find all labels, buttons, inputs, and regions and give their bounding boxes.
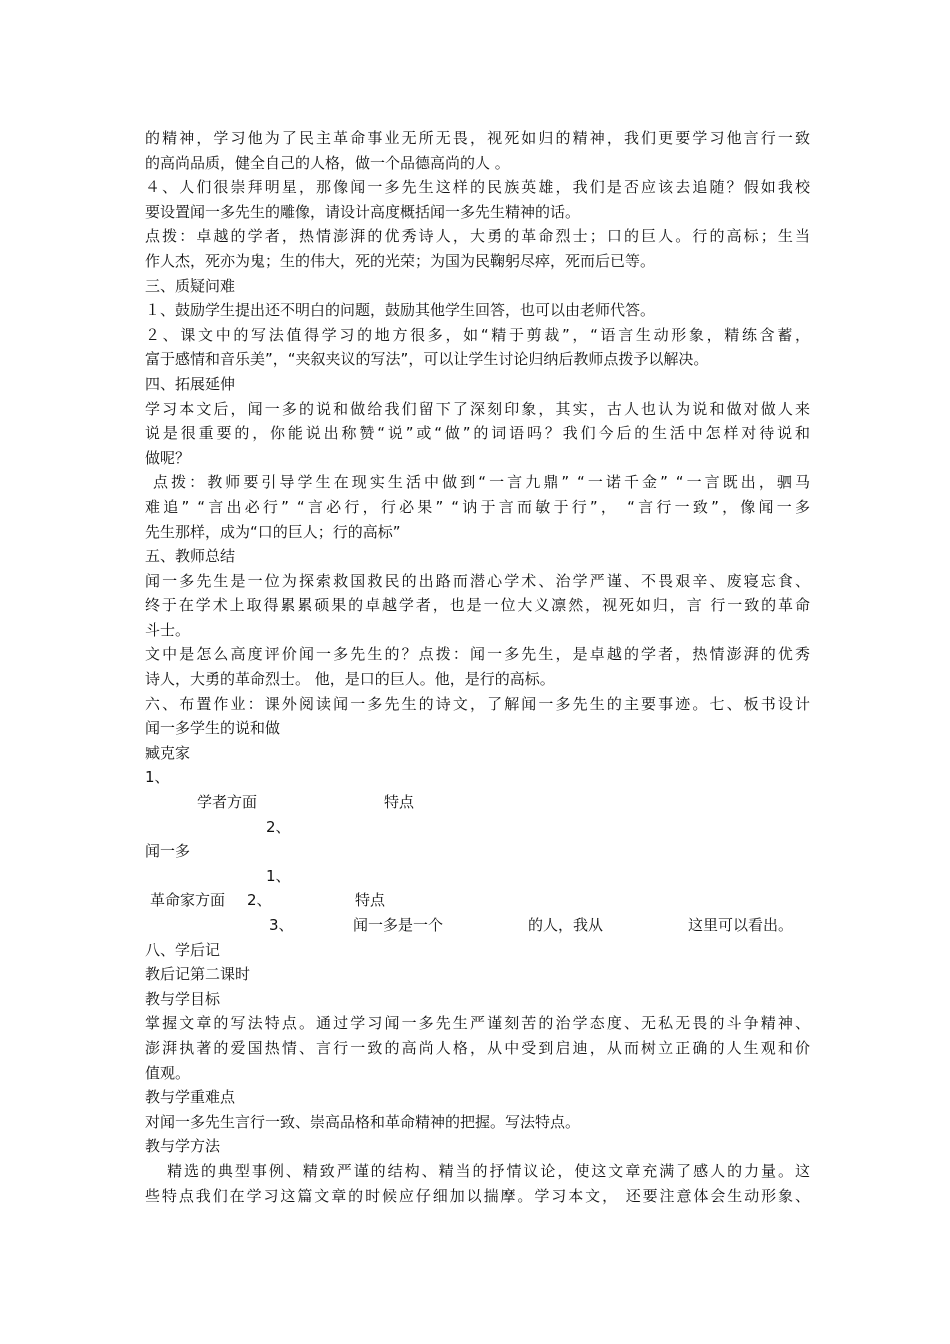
text-line: 富于感情和音乐美”，“夹叙夹议的写法”，可以让学生讨论归纳后教师点拨予以解决。 xyxy=(145,350,709,369)
text-line: 掌握文章的写法特点。通过学习闻一多先生严谨刻苦的治学态度、无私无畏的斗争精神、 xyxy=(145,1014,810,1033)
board-scholar-row-2 xyxy=(145,815,810,840)
board-name: 闻一多 xyxy=(145,842,191,861)
board-blank-b: 的人，我从 xyxy=(528,916,604,934)
text-line: 澎湃执著的爱国热情、言行一致的高尚人格，从中受到启迪，从而树立正确的人生观和价 xyxy=(145,1038,810,1057)
text-line: 作人杰，死亦为鬼；生的伟大，死的光荣；为国为民鞠躬尽瘁，死而后已等。 xyxy=(145,251,656,270)
text-line: 说是很重要的，你能说出称赞“说”或“做”的词语吗？我们今后的生活中怎样对待说和 xyxy=(145,424,810,443)
text-line: 值观。 xyxy=(145,1063,191,1082)
text-line: 教后记第二课时 xyxy=(145,965,251,984)
board-scholar-aspect: 学者方面 xyxy=(197,793,258,812)
text-line: １、鼓励学生提出还不明白的问题，鼓励其他学生回答，也可以由老师代答。 xyxy=(145,301,656,320)
board-scholar-row xyxy=(145,790,810,815)
text-line: 点拨：卓越的学者，热情澎湃的优秀诗人，大勇的革命烈士；口的巨人。行的高标；生当 xyxy=(145,227,810,246)
text-line: 做呢？ xyxy=(145,448,191,467)
board-blank-c: 这里可以看出。 xyxy=(688,916,794,934)
text-line: 精选的典型事例、精致严谨的结构、精当的抒情议论，使这文章充满了感人的力量。这 xyxy=(167,1161,810,1180)
board-item-number: 2、 xyxy=(266,817,291,836)
text-line: 先生那样，成为“口的巨人；行的高标” xyxy=(145,522,401,541)
text-line: 难追” “言出必行” “言必行，行必果” “讷于言而敏于行”， “言行一致”，像闻一多 xyxy=(145,497,810,516)
text-line: 对闻一多先生言行一致、崇高品格和革命精神的把握。写法特点。 xyxy=(145,1112,581,1131)
board-title: 闻一多学生的说和做 xyxy=(145,719,281,738)
board-rev-row-2 xyxy=(145,888,810,913)
board-item-number: 3、 xyxy=(269,916,294,934)
board-blank-a: 闻一多是一个 xyxy=(353,916,444,934)
text-line: 诗人，大勇的革命烈士。 他，是口的巨人。他，是行的高标。 xyxy=(145,670,555,689)
board-item-number: 1、 xyxy=(266,866,291,885)
board-scholar-trait: 特点 xyxy=(384,793,415,812)
section-heading: 五、教师总结 xyxy=(145,547,236,566)
text-line: 终于在学术上取得累累硕果的卓越学者，也是一位大义凛然，视死如归，言 行一致的革命 xyxy=(145,596,810,615)
board-name-row xyxy=(145,839,810,864)
board-author: 臧克家 xyxy=(145,743,191,762)
text-line: ４、人们很崇拜明星，那像闻一多先生这样的民族英雄，我们是否应该去追随？假如我校 xyxy=(145,178,810,197)
text-line: 六、布置作业：课外阅读闻一多先生的诗文，了解闻一多先生的主要事迹。七、板书设计 xyxy=(145,694,810,713)
text-line: 的高尚品质，健全自己的人格，做一个品德高尚的人 。 xyxy=(145,153,510,172)
text-line: 闻一多先生是一位为探索救国救民的出路而潜心学术、治学严谨、不畏艰辛、废寝忘食、 xyxy=(145,571,810,590)
board-rev-aspect: 革命家方面 xyxy=(150,891,226,910)
text-line: 的精神，学习他为了民主革命事业无所无畏，视死如归的精神，我们更要学习他言行一致 xyxy=(145,129,810,147)
section-heading: 教与学方法 xyxy=(145,1137,221,1156)
text-line: 文中是怎么高度评价闻一多先生的？点拨：闻一多先生，是卓越的学者，热情澎湃的优秀 xyxy=(145,645,810,664)
document-page xyxy=(145,126,810,1208)
text-line: 点拨：教师要引导学生在现实生活中做到“一言九鼎” “一诺千金” “一言既出，驷马 xyxy=(153,473,810,492)
text-line: 些特点我们在学习这篇文章的时候应仔细加以揣摩。学习本文， 还要注意体会生动形象、 xyxy=(145,1186,810,1205)
section-heading: 三、质疑问难 xyxy=(145,276,236,295)
section-heading: 八、学后记 xyxy=(145,940,221,959)
section-heading: 教与学目标 xyxy=(145,989,221,1008)
text-line: ２、课文中的写法值得学习的地方很多，如“精于剪裁”，“语言生动形象，精练含蓄， xyxy=(145,325,810,344)
board-item-number: 2、 xyxy=(247,891,272,910)
board-rev-trait: 特点 xyxy=(355,891,386,910)
text-line: 斗士。 xyxy=(145,620,191,639)
section-heading: 教与学重难点 xyxy=(145,1088,236,1107)
board-item-number: 1、 xyxy=(145,768,170,787)
board-rev-row-1 xyxy=(145,864,810,889)
text-line: 学习本文后，闻一多的说和做给我们留下了深刻印象，其实，古人也认为说和做对做人来 xyxy=(145,399,810,418)
board-rev-row-3 xyxy=(145,913,810,938)
section-heading: 四、拓展延伸 xyxy=(145,374,236,393)
text-line: 要设置闻一多先生的雕像，请设计高度概括闻一多先生精神的话。 xyxy=(145,202,581,221)
